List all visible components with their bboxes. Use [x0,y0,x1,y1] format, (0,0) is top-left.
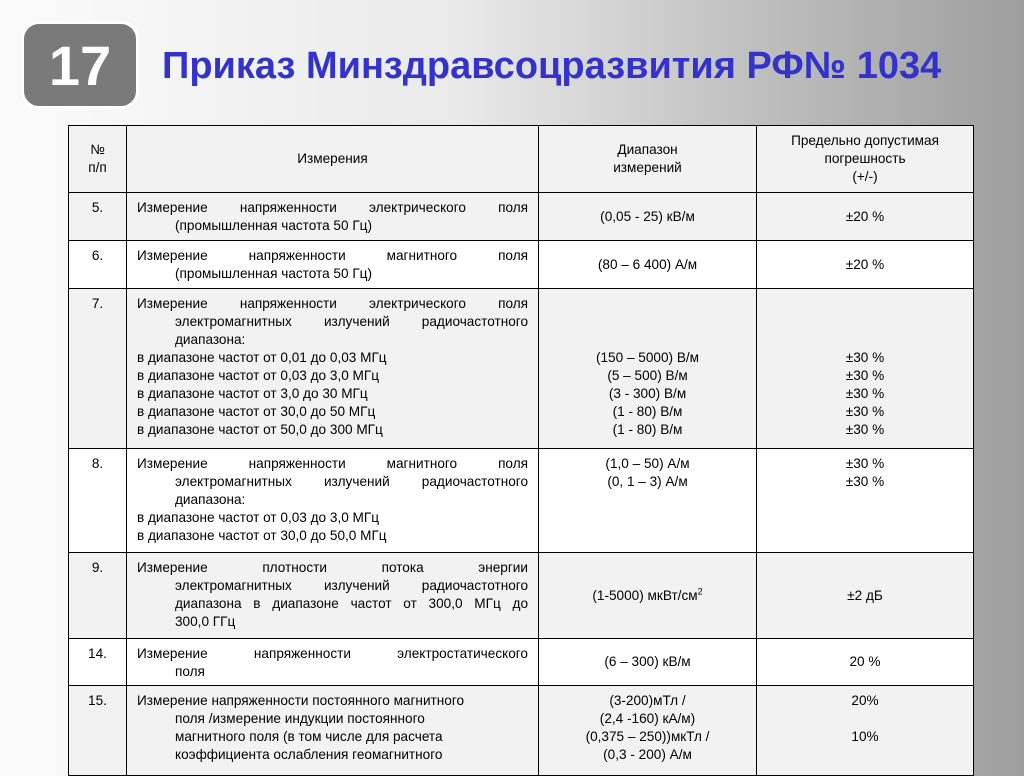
row-measurement: Измерение напряженности постоянного магнитного поля /измерение индукции постоянного магнитного поля (в том числе для расчета коэффициента ослабления геомагнитного [127,686,539,776]
row-number: 7. [69,289,127,449]
row-number: 5. [69,193,127,241]
row-range: (1,0 – 50) А/м (0, 1 – 3) А/м [539,449,757,553]
row-error: 20 % [757,639,974,686]
table-row [69,639,974,686]
table-header-row [69,126,974,193]
row-error: ±20 % [757,241,974,289]
measurements-table [68,125,974,776]
row-number: 15. [69,686,127,776]
row-range: (3-200)мТл / (2,4 -160) кА/м) (0,375 – 250))мкТл / (0,3 - 200) А/м [539,686,757,776]
slide-number: 17 [48,33,112,97]
row-number: 6. [69,241,127,289]
row-measurement: Измерение напряженности электростатического поля [127,639,539,686]
header-range: Диапазон измерений [539,126,757,193]
row-range: (0,05 - 25) кВ/м [539,193,757,241]
row-measurement: Измерение напряженности электрического поля электромагнитных излучений радиочастотного диапазона: в диапазоне частот от 0,01 до 0,03 МГц в диапазоне частот от 0,03 до 3,0 МГц в диапазоне частот от 3,0 до 30 МГц в диапазоне частот от 30,0 до 50 МГц в диапазоне частот от 50,0 до 300 МГц [127,289,539,449]
row-error: 20% 10% [757,686,974,776]
row-measurement: Измерение напряженности магнитного поля электромагнитных излучений радиочастотного диапазона: в диапазоне частот от 0,03 до 3,0 МГц в диапазоне частот от 30,0 до 50,0 МГц [127,449,539,553]
row-range: (80 – 6 400) А/м [539,241,757,289]
slide-title: Приказ Минздравсоцразвития РФ№ 1034 [162,45,942,87]
row-error: ±20 % [757,193,974,241]
header-measurement: Измерения [127,126,539,193]
table-row [69,193,974,241]
row-measurement: Измерение напряженности электрического поля (промышленная частота 50 Гц) [127,193,539,241]
table-row [69,553,974,639]
table-row [69,686,974,776]
row-range: (150 – 5000) В/м (5 – 500) В/м (3 - 300) В/м (1 - 80) В/м (1 - 80) В/м [539,289,757,449]
row-error: ±2 дБ [757,553,974,639]
table-row [69,289,974,449]
row-measurement: Измерение плотности потока энергии электромагнитных излучений радиочастотного диапазона в диапазоне частот от 300,0 МГц до 300,0 ГГц [127,553,539,639]
slide-number-badge [21,21,139,109]
header-number: № п/п [69,126,127,193]
row-range: (6 – 300) кВ/м [539,639,757,686]
table-row [69,449,974,553]
row-error: ±30 % ±30 % [757,449,974,553]
row-error: ±30 % ±30 % ±30 % ±30 % ±30 % [757,289,974,449]
row-number: 9. [69,553,127,639]
row-number: 14. [69,639,127,686]
table-row [69,241,974,289]
row-range: (1-5000) мкВт/$см^2$ [539,553,757,639]
header-error: Предельно допустимая погрешность (+/-) [757,126,974,193]
row-measurement: Измерение напряженности магнитного поля (промышленная частота 50 Гц) [127,241,539,289]
row-number: 8. [69,449,127,553]
